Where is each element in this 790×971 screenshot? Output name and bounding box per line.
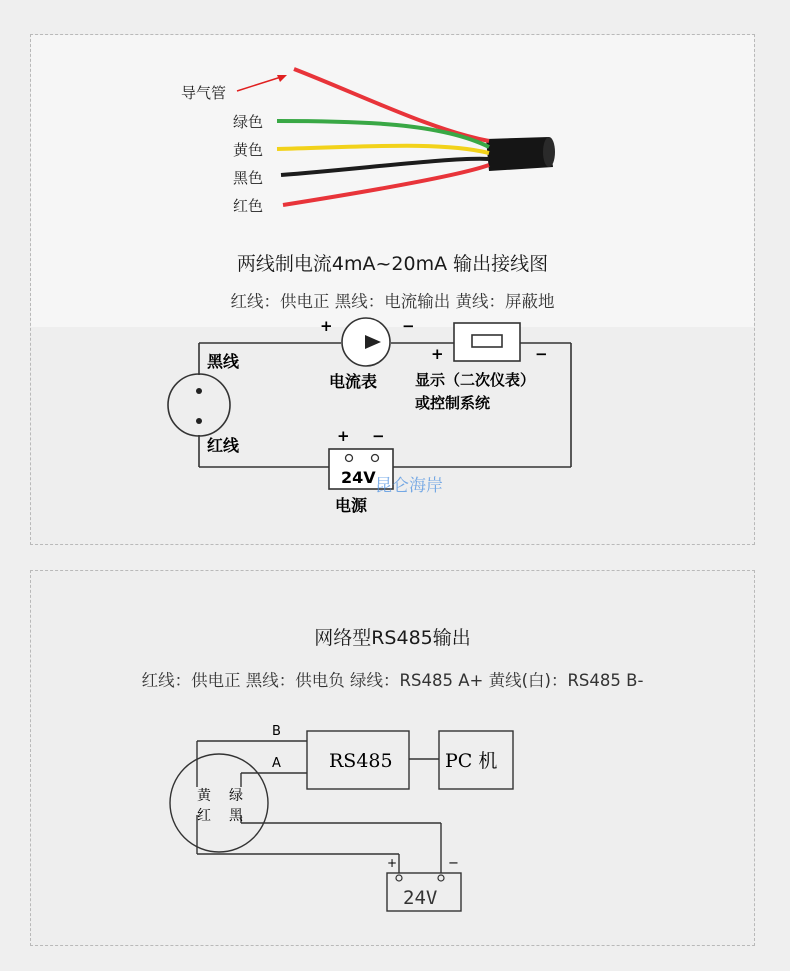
rs485-panel xyxy=(30,570,755,946)
diagram-minus-ammeter: − xyxy=(402,317,415,335)
diagram-plus-ammeter: + xyxy=(320,317,333,335)
section1-title: 两线制电流4mA~20mA 输出接线图 xyxy=(236,253,549,275)
cable-illustration xyxy=(31,35,755,235)
line-a-label: A xyxy=(272,756,281,771)
label-vent-tube: 导气管 xyxy=(181,84,227,102)
display-label-line1: 显示（二次仪表） xyxy=(415,371,536,389)
two-wire-panel xyxy=(30,34,755,545)
section2-title: 网络型RS485输出 xyxy=(314,627,471,649)
supply-voltage-label: 24V xyxy=(341,468,376,487)
label-black: 黑色 xyxy=(233,169,264,187)
rs485-diagram xyxy=(31,711,755,941)
two-wire-diagram xyxy=(31,315,755,535)
diagram-plus-supply: + xyxy=(337,427,350,445)
label-red: 红色 xyxy=(233,197,264,215)
diagram-minus-display: − xyxy=(535,345,548,363)
power-supply-label: 电源 xyxy=(335,496,368,515)
sensor-red-label: 红 xyxy=(197,808,211,824)
black-wire-label: 黑线 xyxy=(207,352,240,371)
display-label-line2: 或控制系统 xyxy=(415,394,491,412)
sensor-black-label: 黑 xyxy=(229,808,243,824)
rs485-supply-voltage: 24V xyxy=(403,887,438,909)
rs485-box-label: RS485 xyxy=(329,750,393,772)
line-b-label: B xyxy=(272,724,281,739)
section1-subtitle: 红线：供电正 黑线：电流输出 黄线：屏蔽地 xyxy=(230,292,555,311)
ammeter-label: 电流表 xyxy=(329,372,378,391)
pc-box-label: PC 机 xyxy=(445,750,498,772)
section2-subtitle: 红线：供电正 黑线：供电负 绿线：RS485 A+ 黄线(白)：RS485 B- xyxy=(141,671,644,690)
sensor-green-label: 绿 xyxy=(229,788,243,804)
diagram-plus-display: + xyxy=(431,345,444,363)
label-green: 绿色 xyxy=(233,113,264,131)
rs485-plus: + xyxy=(387,856,398,870)
sensor-yellow-label: 黄 xyxy=(197,788,211,804)
watermark: 昆仑海岸 xyxy=(375,476,443,496)
red-wire-label: 红线 xyxy=(207,436,240,455)
label-yellow: 黄色 xyxy=(233,141,264,159)
diagram-minus-supply: − xyxy=(372,427,385,445)
rs485-minus: − xyxy=(448,856,459,871)
